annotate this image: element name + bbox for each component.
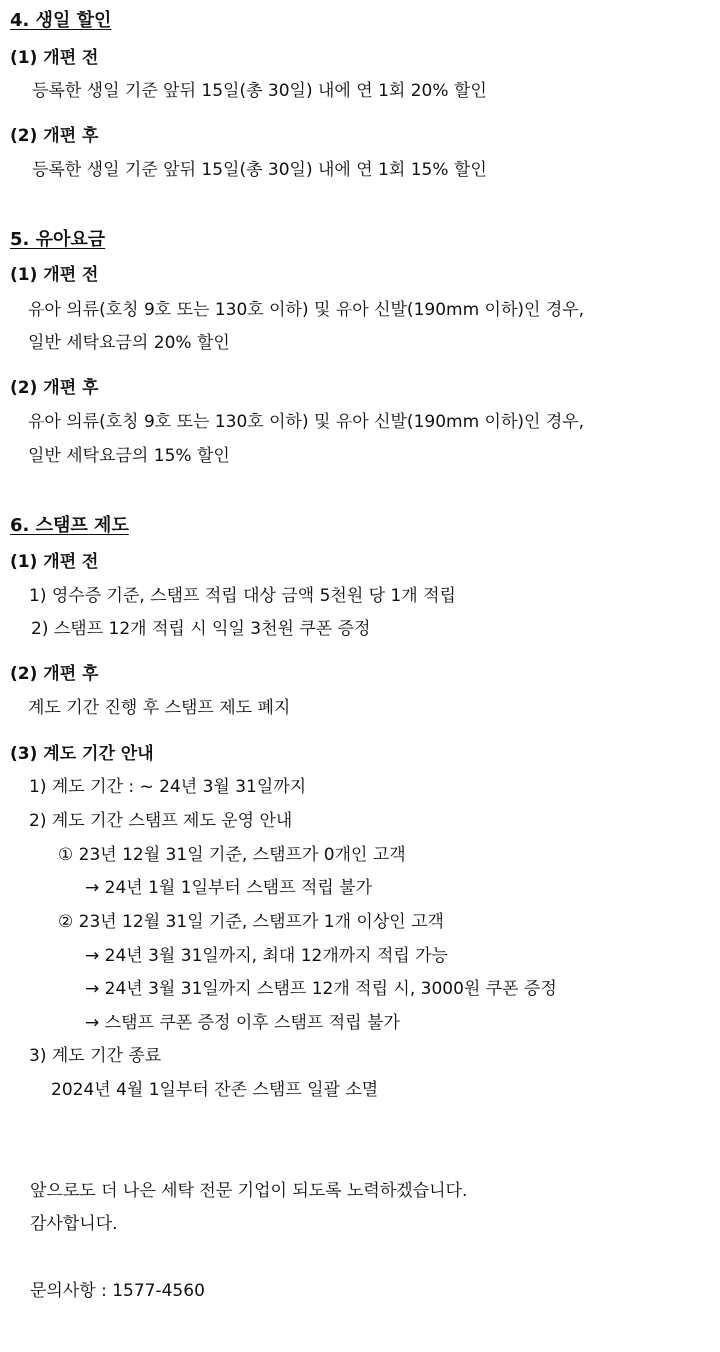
section-4-after-text: 등록한 생일 기준 앞뒤 15일(총 30일) 내에 연 1회 15% 할인 bbox=[32, 160, 487, 180]
closing-line-1: 앞으로도 더 나은 세탁 전문 기업이 되도록 노력하겠습니다. bbox=[30, 1181, 468, 1201]
section-6-after-text: 계도 기간 진행 후 스탬프 제도 폐지 bbox=[28, 698, 291, 718]
guide-item-3-text: 2024년 4월 1일부터 잔존 스탬프 일괄 소멸 bbox=[51, 1080, 379, 1100]
section-6-before-item-1: 1) 영수증 기준, 스탬프 적립 대상 금액 5천원 당 1개 적립 bbox=[29, 586, 456, 606]
section-5-before-line2: 일반 세탁요금의 20% 할인 bbox=[28, 333, 230, 353]
guide-case-1-title: ① 23년 12월 31일 기준, 스탬프가 0개인 고객 bbox=[58, 845, 406, 865]
section-4-after-label: (2) 개편 후 bbox=[10, 126, 99, 146]
guide-item-1: 1) 계도 기간 : ~ 24년 3월 31일까지 bbox=[29, 777, 307, 797]
section-6-before-label: (1) 개편 전 bbox=[10, 552, 99, 572]
contact-info: 문의사항 : 1577-4560 bbox=[30, 1281, 205, 1301]
guide-item-3: 3) 계도 기간 종료 bbox=[29, 1046, 162, 1066]
section-5-title: 5. 유아요금 bbox=[10, 229, 106, 250]
guide-item-2: 2) 계도 기간 스탬프 제도 운영 안내 bbox=[29, 811, 293, 831]
section-6-title: 6. 스탬프 제도 bbox=[10, 515, 129, 536]
section-5-before-label: (1) 개편 전 bbox=[10, 265, 99, 285]
section-4-before-text: 등록한 생일 기준 앞뒤 15일(총 30일) 내에 연 1회 20% 할인 bbox=[32, 81, 487, 101]
section-4-title: 4. 생일 할인 bbox=[10, 10, 112, 31]
section-4-before-label: (1) 개편 전 bbox=[10, 48, 99, 68]
section-6-guide-label: (3) 계도 기간 안내 bbox=[10, 744, 154, 764]
guide-case-2-line-1: → 24년 3월 31일까지, 최대 12개까지 적립 가능 bbox=[85, 946, 449, 966]
guide-case-1-line-1: → 24년 1월 1일부터 스탬프 적립 불가 bbox=[85, 878, 372, 898]
section-6-after-label: (2) 개편 후 bbox=[10, 664, 99, 684]
guide-case-2-line-3: → 스탬프 쿠폰 증정 이후 스탬프 적립 불가 bbox=[85, 1013, 400, 1033]
section-5-after-label: (2) 개편 후 bbox=[10, 378, 99, 398]
closing-line-2: 감사합니다. bbox=[30, 1214, 118, 1234]
section-5-after-line1: 유아 의류(호칭 9호 또는 130호 이하) 및 유아 신발(190mm 이하)인 경우, bbox=[28, 412, 585, 432]
guide-case-2-title: ② 23년 12월 31일 기준, 스탬프가 1개 이상인 고객 bbox=[58, 912, 444, 932]
section-5-before-line1: 유아 의류(호칭 9호 또는 130호 이하) 및 유아 신발(190mm 이하)인 경우, bbox=[28, 300, 585, 320]
section-6-before-item-2: 2) 스탬프 12개 적립 시 익일 3천원 쿠폰 증정 bbox=[31, 619, 371, 639]
section-5-after-line2: 일반 세탁요금의 15% 할인 bbox=[28, 446, 230, 466]
guide-case-2-line-2: → 24년 3월 31일까지 스탬프 12개 적립 시, 3000원 쿠폰 증정 bbox=[85, 979, 557, 999]
